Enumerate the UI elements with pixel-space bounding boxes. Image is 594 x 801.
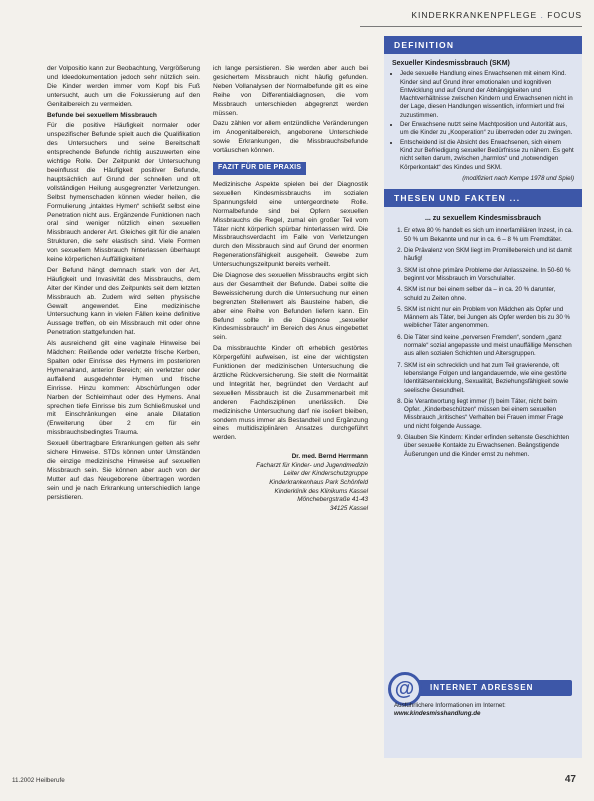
section-focus-label: FOCUS: [547, 10, 582, 20]
internet-link[interactable]: www.kindesmisshandlung.de: [394, 710, 481, 718]
internet-title: INTERNET ADRESSEN: [430, 683, 534, 692]
header-separator: .: [540, 10, 544, 20]
page-number: 47: [564, 774, 576, 785]
subheading: Befunde bei sexuellem Missbrauch: [47, 111, 157, 119]
author-line: Mönchebergstraße 41-43: [297, 496, 368, 504]
issue-label: 11.2002 Heilberufe: [12, 777, 65, 784]
paragraph: Der Befund hängt demnach stark von der Art, Häufigkeit und Invasivität des Missbrauchs, dem Alter der Kinder und des Zeitpunkts seit dem letzten Missbrauch ab. Zudem wird selten physische Gewalt angewendet. Eine medizinische Untersuchung kann in vielen Fällen keine definitive Aussage treffen, ob ein Missbrauch mit oder ohne Penetration stattgefunden hat.: [47, 266, 200, 337]
author-name: Dr. med. Bernd Herrmann: [291, 453, 368, 461]
thesen-box: [384, 207, 582, 468]
definition-source: (modifiziert nach Kempe 1978 und Spiel): [462, 174, 574, 182]
list-item: • Der Erwachsene nutzt seine Machtposition und Autorität aus, um die Kinder zu „Kooperation“ zu überreden oder zu zwingen.: [400, 121, 574, 138]
list-item: 3. SKM ist ohne primäre Probleme der Anlasszeine. In 50-60 % beginnt vor Missbrauch im Vorschulalter.: [404, 267, 574, 284]
definition-title-bar: DEFINITION: [384, 36, 582, 54]
list-item: 6. Die Täter sind keine „perversen Fremden“, sondern „ganz normale“ sozial angepasste und meist unauffällige Menschen aus allen sozialen Schichten und Altersgruppen.: [404, 334, 574, 359]
list-item: 5. SKM ist nicht nur ein Problem von Mädchen als Opfer und Männern als Täter, bei Jungen als Opfer werden bis zu 30 % weiblicher Täter angenommen.: [404, 306, 574, 331]
paragraph: Sexuell übertragbare Erkrankungen gelten als sehr sichere Hinweise. STDs können unter Umständen die einzige medizinische Hinweise auf sexuellen Missbrauch sein. Sie können aber auch von der Mutter auf das Neugeborene übertragen worden sein und je nach Erkrankung unterschiedlich lange persistieren.: [47, 440, 200, 501]
author-line: 34125 Kassel: [329, 504, 368, 512]
section-label: KINDERKRANKENPFLEGE: [411, 10, 538, 20]
list-item: 9. Glauben Sie Kindern: Kinder erfinden seltenste Geschichten über sexuelle Kontakte zu Erwachsenen. Beängstigende Äußerungen und die Kinder ernst zu nehmen.: [404, 434, 574, 459]
page-header: [360, 10, 582, 27]
list-item: 4. SKM ist nur bei einem selber da – in ca. 20 % darunter, schuld zu Zeiten ohne.: [404, 286, 574, 303]
at-sign-icon: @: [388, 672, 422, 706]
paragraph: Medizinische Aspekte spielen bei der Diagnostik sexuellen Kindesmissbrauchs im sozialen Spannungsfeld eine untergeordnete Rolle. Normalbefunde sind bei Opfern sexuellen Missbrauchs die Regel, zumal ein großer Teil vom Täter nicht körperlich spürbar hinterlassen wird. Die Missbrauchsverdacht im Falle von Verletzungen durch den Missbrauch sind auf Grund der enormen Regenerationsfähigkeit ausgeheilt. Gewebe zum Untersuchungszeitpunkt bereits verheilt.: [213, 180, 368, 269]
list-item: • Entscheidend ist die Absicht des Erwachsenen, sich einem Kind zur Befriedigung sexueller Bedürfnisse zu nähern. Es geht nicht selten darum, zwischen „harmlos“ und „notwendigen Körperkontakt“ des Kindes und SKM.: [400, 139, 574, 172]
fazit-banner: FAZIT FÜR DIE PRAXIS: [213, 162, 306, 175]
paragraph: ich lange persistieren. Sie werden aber auch bei gesichertem Missbrauch nicht häufig gefunden. Neben Vollanalysen der Normalbefunde gilt es eine Reihe von Differentialdiagnosen, die vom Missbrauch unterschieden abgegrenzt werden müssen.: [213, 65, 368, 117]
thesen-title-bar: THESEN UND FAKTEN ...: [384, 189, 582, 207]
paragraph: Als ausreichend gilt eine vaginale Hinweise bei Mädchen: Reißende oder verletzte frische Kerben, Spalten oder Einrisse des Hymens im posterioren Hymenalrand, anterior Bereich; ein verletzter oder auffallend ausgedehnter Hymen und frische Einrisse. Hinzu kommen: Abschürfungen oder Narben der Schleimhaut oder des Hymens. Anal sprechen tiefe Einrisse bis zum Schließmuskel und mit Einschränkungen eine anale Dilatation (Erweiterung über 2 cm für ein missbrauchsbedingtes Trauma.: [47, 340, 200, 437]
internet-title-bar: [394, 678, 572, 700]
list-item: 8. Die Verantwortung liegt immer (!) beim Täter, nicht beim Opfer. „Kinderbeschützen“ müssen bei einem sexuellen Missbrauch „kritisches“ Verhalten bei Frauen immer Frage und nicht folgende Aussage.: [404, 398, 574, 431]
list-item: 1. Er etwa 80 % handelt es sich um innerfamiliären Inzest, in ca. 50 % um Bekannte und nur in ca. 6 – 8 % um Fremdtäter.: [404, 227, 574, 244]
author-block: [213, 453, 368, 513]
author-line: Leiter der Kinderschutzgruppe: [283, 470, 368, 478]
author-line: Kinderkrankenhaus Park Schönfeld: [269, 479, 368, 487]
paragraph: Die Diagnose des sexuellen Missbrauchs ergibt sich aus der Gesamtheit der Befunde. Dabei sollte die Beweissicherung durch die Untersuchung nur einen begrenzten Stellenwert als Bausteine haben, die aber eine Reihe von Befunden liefern kann. Ein Befund sollte in die Diagnose „sexueller Kindesmissbrauch“ im Bereich des Anus eingebettet sein.: [213, 272, 368, 342]
definition-heading: Sexueller Kindesmissbrauch (SKM): [392, 60, 510, 67]
list-item: 2. Die Prävalenz von SKM liegt im Promillebereich und ist damit häufig!: [404, 247, 574, 264]
author-line: Facharzt für Kinder- und Jugendmedizin: [256, 461, 368, 469]
list-item: 7. SKM ist ein schrecklich und hat zum Teil gravierende, oft lebenslange Folgen und langandauernde, wie eine gestörte Identitätsentwicklung, Sexualität, Beziehungsfähigkeit sowie seelische Gesundheit.: [404, 362, 574, 395]
list-item: • Jede sexuelle Handlung eines Erwachsenen mit einem Kind. Kinder sind auf Grund ihrer emotionalen und kognitiven Entwicklung und auf Grund der Abhängigkeiten und Machtverhältnisse zwischen Kindern und Erwachsenen nicht in der Lage, diesen Handlungen wissentlich, informiert und frei zuzustimmen.: [400, 70, 574, 120]
definition-list: [392, 70, 574, 172]
thesen-list: [392, 227, 574, 458]
internet-text: Ausführlichere Informationen im Internet:: [394, 702, 506, 709]
paragraph: Dazu zählen vor allem entzündliche Veränderungen im Anogenitalbereich, angeborene Unterschiede sowie Erkrankungen, die Missbrauchsbefunde vortäuschen können.: [213, 120, 368, 155]
paragraph: Für die positive Häufigkeit normaler oder unspezifischer Befunde spielt auch die Qualifikation des Untersuchers und seine Bereitschaft entsprechende Befunde richtig auszuwerten eine wichtige Rolle. Der Zeitpunkt der Untersuchung beeinflusst die Häufigkeit positiver Befunde, hauptsächlich auf Grund der schnellen und oft vollständigen Heilung ausgegrenzter Verletzungen. Selbst hymenschaden können wieder heilen, die Formulierung „intaktes Hymen“ schließt selbst eine Penetration nicht aus. Ergänzende Funktionen nach oral sind weniger nützlich einen sexuellen Missbrauch anderer Art. Gleiches gilt für die analen Strukturen, die sehr elastisch sind. Viele Formen von sexuellem Missbrauch hinterlassen überhaupt keine körperlichen Auffälligkeiten!: [47, 122, 200, 264]
author-line: Kinderklinik des Klinikums Kassel: [274, 487, 368, 495]
text-column-2: [213, 65, 368, 513]
paragraph: der Volpositio kann zur Beobachtung, Vergrößerung und Ideedokumentation jedoch sehr nützlich sein. Die Kinder werden immer vom Kopf bis Fuß untersucht, auch um die Fokussierung auf den Genitalbereich zu vermeiden.: [47, 65, 200, 108]
sidebar: [384, 36, 582, 758]
thesen-subtitle: ... zu sexuellem Kindesmissbrauch: [425, 215, 541, 223]
definition-box: [384, 54, 582, 189]
text-column-1: [47, 65, 200, 505]
paragraph: Da missbrauchte Kinder oft erheblich gestörtes Körpergefühl aufweisen, ist eine der wichtigsten Funktionen der medizinischen Untersuchung die ärztliche Rückversicherung. Sie stellt die Normalität und Integrität her, begründet den Verdacht auf sexuellen Missbrauch ist die Zusammenarbeit mit anderen Fachdisziplinen unerlässlich. Die medizinische Untersuchung darf nie isoliert bleiben, sondern muss immer als Bestandteil und Ergänzung eines multidisziplinären Ansatzes durchgeführt werden.: [213, 345, 368, 442]
internet-box: [394, 702, 572, 719]
